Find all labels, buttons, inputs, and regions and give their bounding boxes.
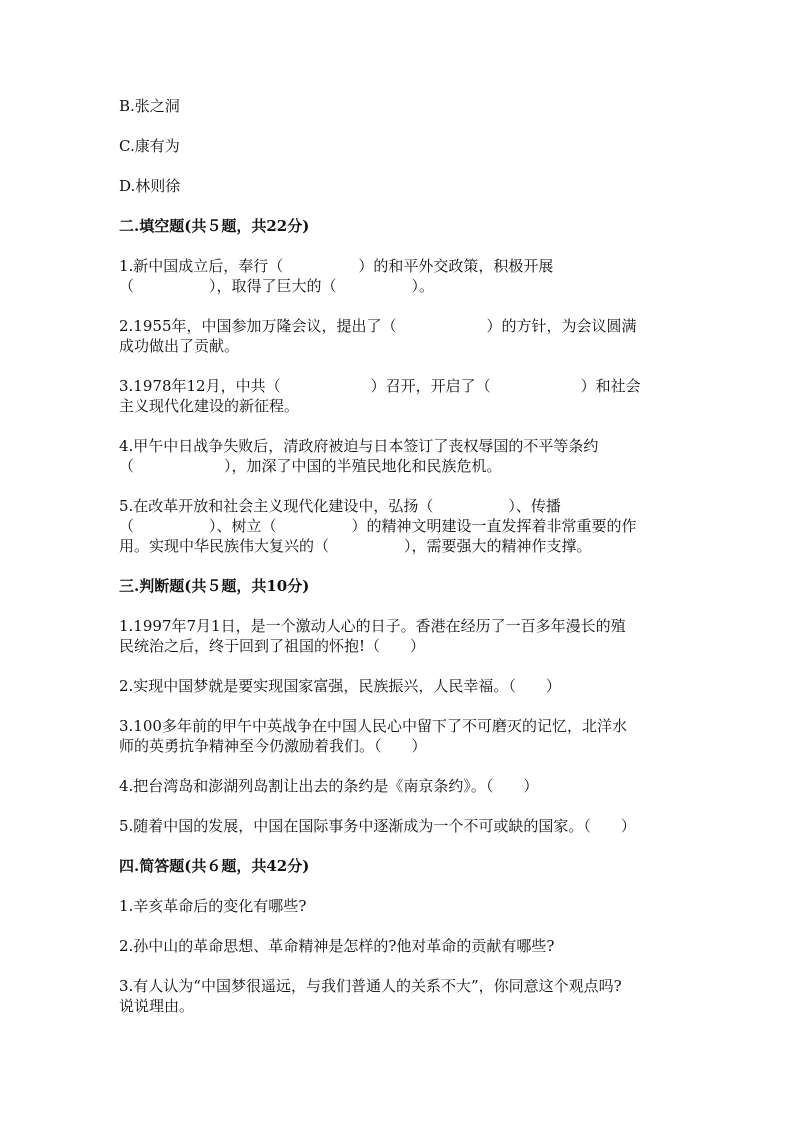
short-answer-question-3-line-1: 3.有人认为“中国梦很遥远，与我们普通人的关系不大”，你同意这个观点吗?: [119, 977, 622, 995]
section-heading-fill-blank: 二.填空题(共５题，共22分): [119, 217, 310, 235]
choice-option-c: C.康有为: [119, 137, 180, 155]
judge-question-1-line-1: 1.1997年7月1日，是一个激动人心的日子。香港在经历了一百多年漫长的殖: [119, 617, 626, 635]
fill-question-3-line-2: 主义现代化建设的新征程。: [119, 397, 300, 415]
fill-question-5-line-3: 用。实现中华民族伟大复兴的（ ），需要强大的精神作支撑。: [119, 537, 592, 555]
fill-question-5-line-1: 5.在改革开放和社会主义现代化建设中，弘扬（ ）、传播: [119, 497, 561, 515]
judge-question-4: 4.把台湾岛和澎湖列岛割让出去的条约是《南京条约》。（ ）: [119, 777, 539, 795]
choice-option-b: B.张之洞: [119, 97, 180, 115]
judge-question-1-line-2: 民统治之后，终于回到了祖国的怀抱!（ ）: [119, 637, 426, 655]
short-answer-question-3-line-2: 说说理由。: [119, 997, 195, 1015]
fill-question-2-line-1: 2.1955年，中国参加万隆会议，提出了（ ）的方针，为会议圆满: [119, 317, 637, 335]
judge-question-5: 5.随着中国的发展，中国在国际事务中逐渐成为一个不可或缺的国家。（ ）: [119, 817, 636, 835]
judge-question-2: 2.实现中国梦就是要实现国家富强，民族振兴，人民幸福。（ ）: [119, 677, 561, 695]
section-heading-short-answer: 四.简答题(共６题，共42分): [119, 857, 310, 875]
fill-question-4-line-1: 4.甲午中日战争失败后，清政府被迫与日本签订了丧权辱国的不平等条约: [119, 437, 599, 455]
judge-question-3-line-2: 师的英勇抗争精神至今仍激励着我们。（ ）: [119, 737, 427, 755]
choice-option-d: D.林则徐: [119, 177, 181, 195]
fill-question-2-line-2: 成功做出了贡献。: [119, 337, 240, 355]
short-answer-question-1: 1.辛亥革命后的变化有哪些?: [119, 897, 307, 915]
fill-question-1-line-1: 1.新中国成立后，奉行（ ）的和平外交政策，积极开展: [119, 257, 554, 275]
short-answer-question-2: 2.孙中山的革命思想、革命精神是怎样的?他对革命的贡献有哪些?: [119, 937, 555, 955]
fill-question-3-line-1: 3.1978年12月，中共（ ）召开，开启了（ ）和社会: [119, 377, 641, 395]
fill-question-5-line-2: （ ）、树立（ ）的精神文明建设一直发挥着非常重要的作: [119, 517, 637, 535]
fill-question-1-line-2: （ ），取得了巨大的（ ）。: [119, 277, 435, 295]
fill-question-4-line-2: （ ），加深了中国的半殖民地化和民族危机。: [119, 457, 502, 475]
section-heading-judge: 三.判断题(共５题，共10分): [119, 577, 310, 595]
judge-question-3-line-1: 3.100多年前的甲午中英战争在中国人民心中留下了不可磨灭的记忆，北洋水: [119, 717, 627, 735]
